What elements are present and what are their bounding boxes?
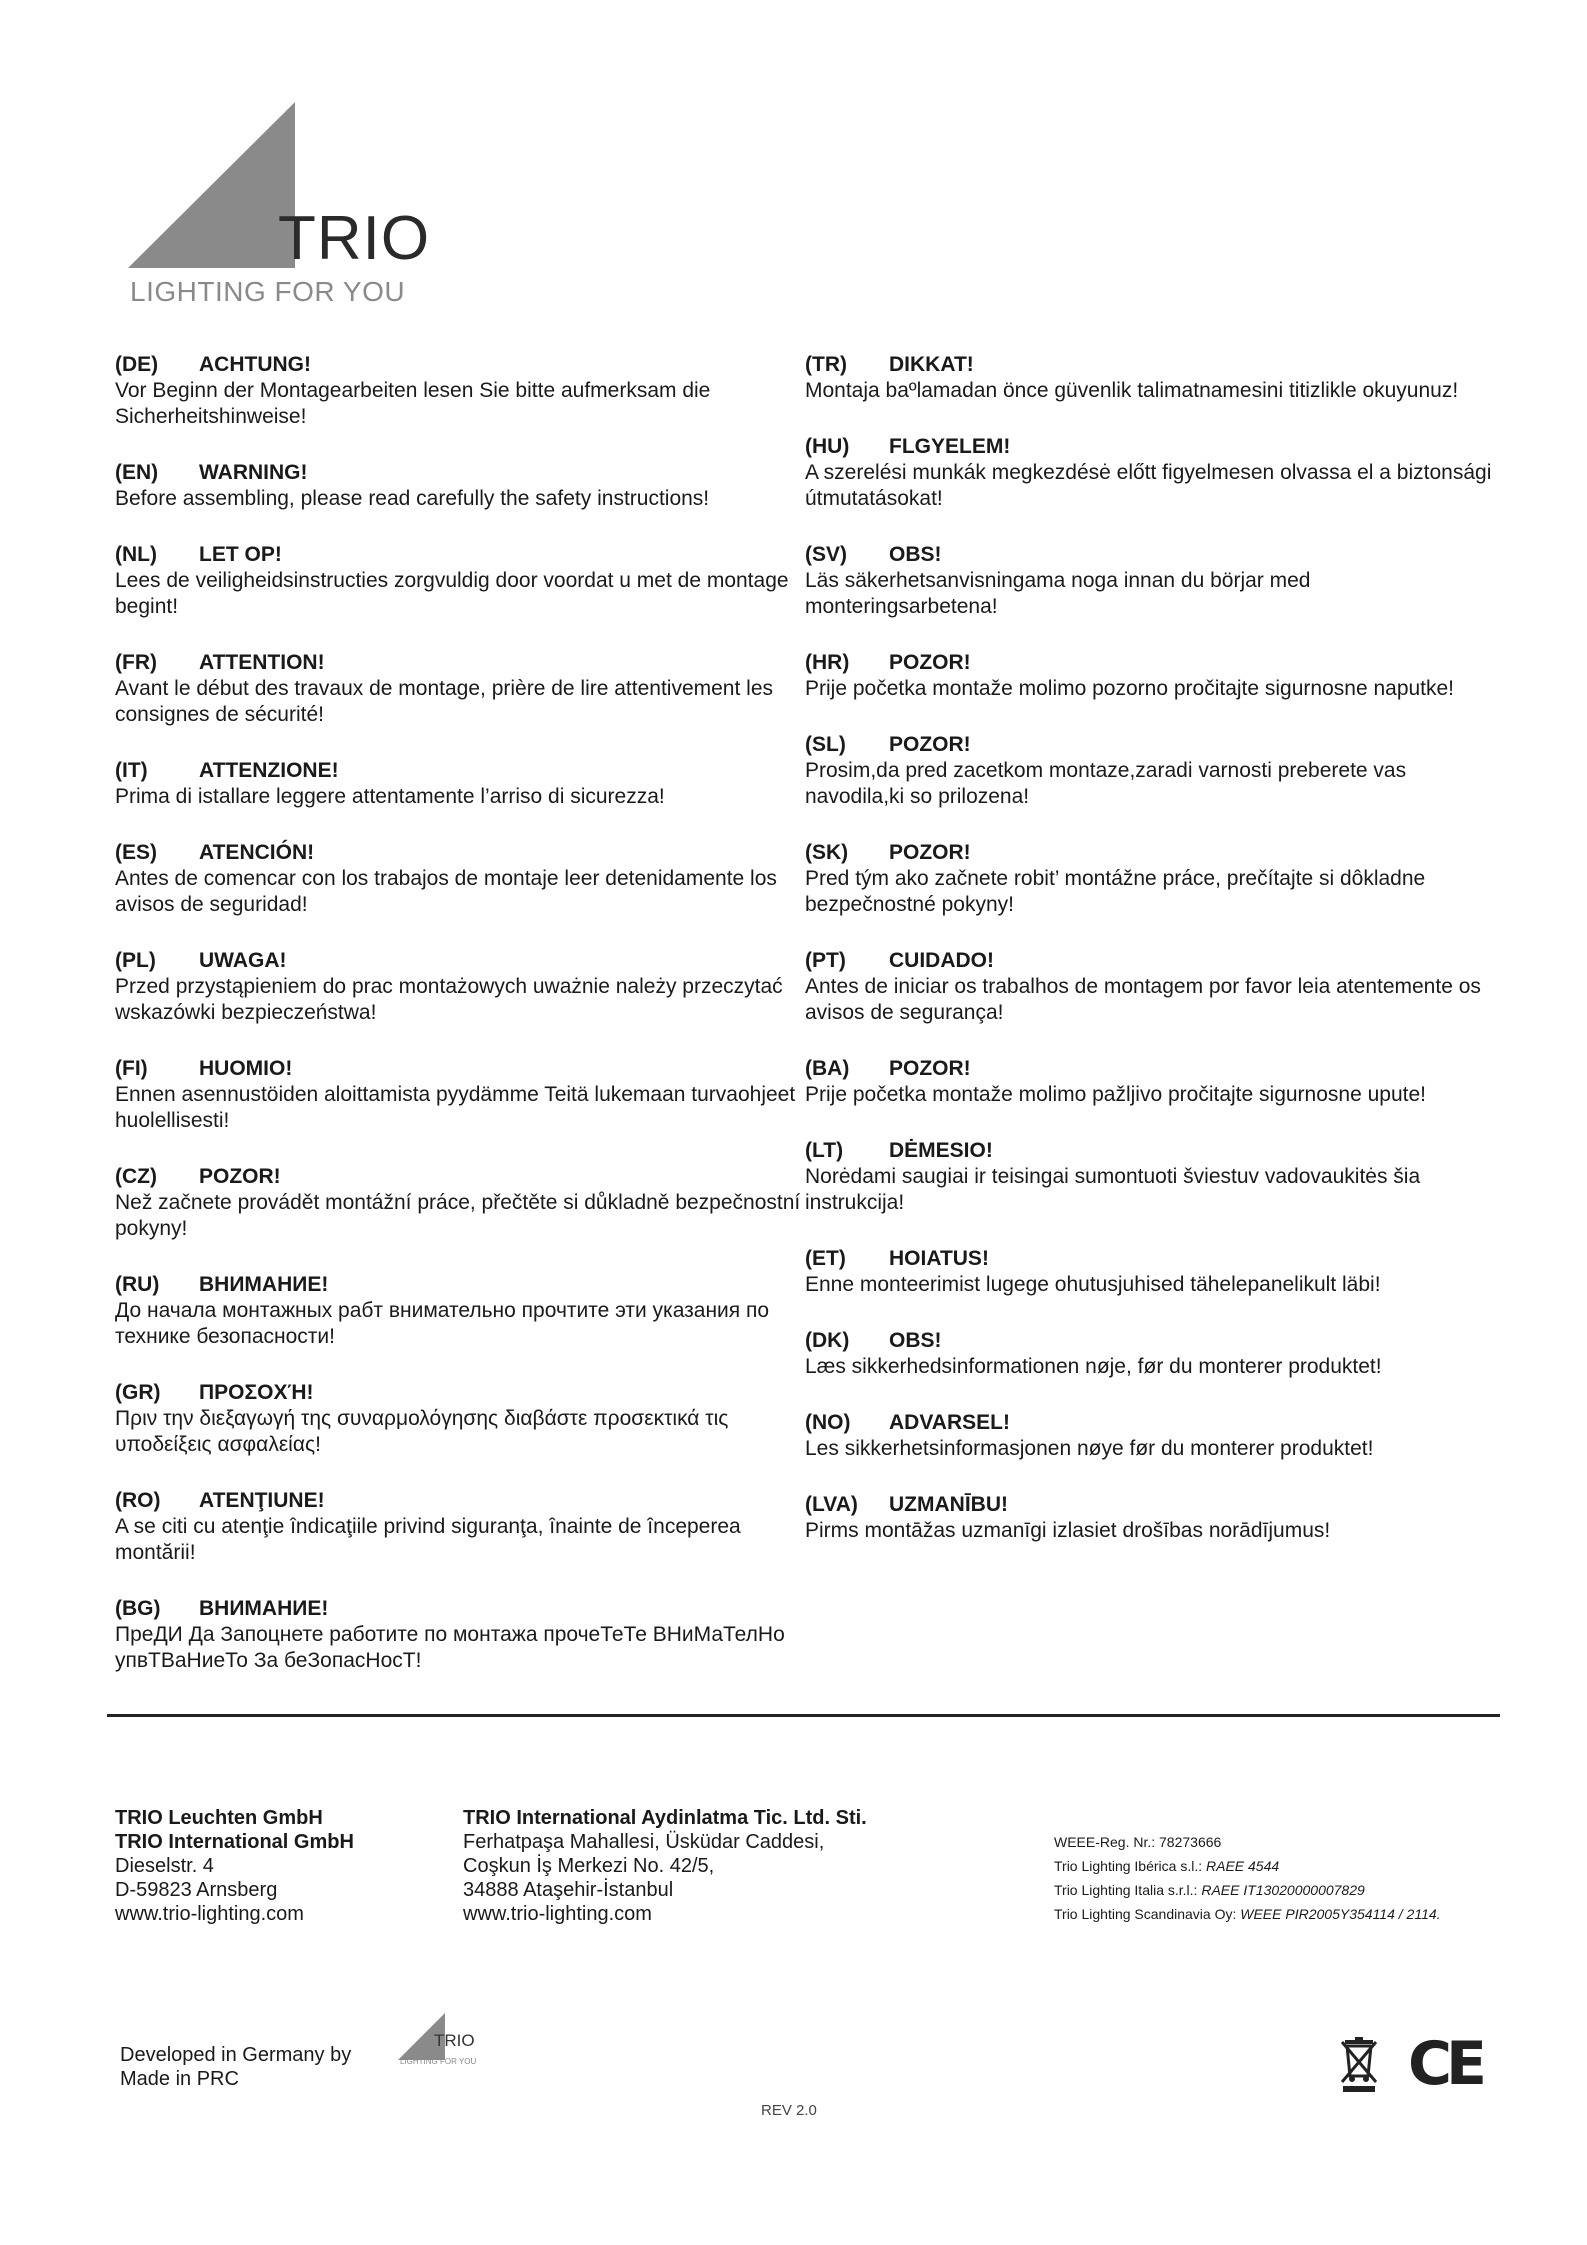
warning-title: ATTENZIONE! bbox=[199, 759, 339, 782]
warning-item bbox=[805, 434, 1505, 512]
warning-title: FLGYELEM! bbox=[889, 435, 1011, 458]
warning-item bbox=[805, 1056, 1505, 1108]
warning-title: ACHTUNG! bbox=[199, 353, 311, 376]
warning-title: ΠΡΟΣΟΧΉ! bbox=[199, 1381, 314, 1404]
warning-title: ВНИМАНИЕ! bbox=[199, 1273, 329, 1296]
warning-text: Przed przystąpieniem do prac montażowych uważnie należy przeczytać wskazówki bezpieczeństwa! bbox=[115, 975, 783, 1024]
warning-text: Πριν την διεξαγωγή της συναρμολόγησης διαβάστε προσεκτικά τις υποδείξεις ασφαλείας! bbox=[115, 1407, 729, 1456]
warning-item bbox=[805, 1246, 1505, 1298]
warning-title: WARNING! bbox=[199, 461, 308, 484]
ce-mark-icon: CE bbox=[1408, 2029, 1482, 2099]
warning-item bbox=[115, 1380, 815, 1458]
warning-item bbox=[805, 948, 1505, 1026]
lang-code: (IT) bbox=[115, 759, 148, 782]
warning-title: POZOR! bbox=[889, 841, 971, 864]
warning-item bbox=[805, 1492, 1505, 1544]
lang-code: (SL) bbox=[805, 733, 846, 756]
lang-code: (ES) bbox=[115, 841, 157, 864]
lang-code: (ET) bbox=[805, 1247, 846, 1270]
warning-title: LET OP! bbox=[199, 543, 282, 566]
company-name: TRIO Leuchten GmbH bbox=[115, 1807, 323, 1829]
warning-text: Lees de veiligheidsinstructies zorgvuldig door voordat u met de montage begint! bbox=[115, 569, 789, 618]
warnings-right-column bbox=[805, 352, 1505, 1574]
lang-code: (EN) bbox=[115, 461, 159, 484]
warning-item bbox=[805, 352, 1505, 404]
warning-item bbox=[805, 732, 1505, 810]
warning-title: UZMANĪBU! bbox=[889, 1493, 1008, 1516]
warning-text: Antes de comencar con los trabajos de montaje leer detenidamente los avisos de seguridad! bbox=[115, 867, 777, 916]
lang-code: (GR) bbox=[115, 1381, 161, 1404]
address-line: Ferhatpaşa Mahallesi, Üsküdar Caddesi, bbox=[463, 1831, 825, 1853]
warning-item bbox=[115, 542, 815, 620]
warning-title: ATENŢIUNE! bbox=[199, 1489, 325, 1512]
warning-text: Läs säkerhetsanvisningama noga innan du börjar med monteringsarbetena! bbox=[805, 569, 1311, 618]
warning-title: ADVARSEL! bbox=[889, 1411, 1010, 1434]
made-in: Made in PRC bbox=[120, 2068, 239, 2090]
warning-item bbox=[805, 1138, 1505, 1216]
street: Dieselstr. 4 bbox=[115, 1855, 214, 1877]
lang-code: (BA) bbox=[805, 1057, 850, 1080]
lang-code: (DK) bbox=[805, 1329, 850, 1352]
warning-title: ВНИМАНИЕ! bbox=[199, 1597, 329, 1620]
footer-divider bbox=[107, 1714, 1500, 1717]
warning-text: A se citi cu atenţie îndicaţiile privind siguranţa, înainte de începerea montării! bbox=[115, 1515, 741, 1564]
warning-title: DIKKAT! bbox=[889, 353, 974, 376]
lang-code: (FI) bbox=[115, 1057, 148, 1080]
warning-title: UWAGA! bbox=[199, 949, 287, 972]
lang-code: (SK) bbox=[805, 841, 849, 864]
warning-text: Norėdami saugiai ir teisingai sumontuoti šviestuv vadovaukitės šia instrukcija! bbox=[805, 1165, 1421, 1214]
warning-item bbox=[805, 542, 1505, 620]
lang-code: (BG) bbox=[115, 1597, 161, 1620]
warning-title: OBS! bbox=[889, 1329, 942, 1352]
developed-in: Developed in Germany by bbox=[120, 2044, 352, 2066]
website-link[interactable]: www.trio-lighting.com bbox=[463, 1903, 652, 1925]
lang-code: (PL) bbox=[115, 949, 156, 972]
weee-registration bbox=[1054, 1830, 1441, 1926]
address-germany bbox=[115, 1806, 354, 1926]
warning-text: Montaja baºlamadan önce güvenlik talimatnamesini titizlikle okuyunuz! bbox=[805, 379, 1459, 402]
weee-entry: Trio Lighting Ibérica s.l.: RAEE 4544 bbox=[1054, 1858, 1280, 1874]
lang-code: (HR) bbox=[805, 651, 850, 674]
warning-item bbox=[115, 1596, 815, 1674]
warning-item bbox=[115, 352, 815, 430]
warning-text: Antes de iniciar os trabalhos de montagem por favor leia atentemente os avisos de segurança! bbox=[805, 975, 1481, 1024]
revision-label: REV 2.0 bbox=[761, 2102, 817, 2119]
address-line: 34888 Ataşehir-İstanbul bbox=[463, 1879, 674, 1901]
lang-code: (HU) bbox=[805, 435, 850, 458]
warning-title: HUOMIO! bbox=[199, 1057, 293, 1080]
warning-title: DĖMESIO! bbox=[889, 1139, 993, 1162]
warnings-left-column bbox=[115, 352, 815, 1704]
lang-code: (CZ) bbox=[115, 1165, 157, 1188]
warning-text: Enne monteerimist lugege ohutusjuhised tähelepanelikult läbi! bbox=[805, 1273, 1381, 1296]
logo-tagline: LIGHTING FOR YOU bbox=[130, 276, 406, 307]
lang-code: (SV) bbox=[805, 543, 847, 566]
lang-code: (NL) bbox=[115, 543, 157, 566]
lang-code: (LVA) bbox=[805, 1493, 858, 1516]
warning-text: ПреДИ Да Запоцнете работите по монтажа прочеТеТе ВНиМаТелНо упвТВаНиеТо За беЗопасНосТ! bbox=[115, 1623, 785, 1672]
warning-text: Before assembling, please read carefully the safety instructions! bbox=[115, 487, 710, 510]
address-turkey bbox=[463, 1806, 867, 1926]
warning-text: Prima di istallare leggere attentamente l’arriso di sicurezza! bbox=[115, 785, 665, 808]
warning-text: Prije početka montaže molimo pažljivo pročitajte sigurnosne upute! bbox=[805, 1083, 1426, 1106]
lang-code: (DE) bbox=[115, 353, 159, 376]
warning-item bbox=[805, 1410, 1505, 1462]
lang-code: (RO) bbox=[115, 1489, 161, 1512]
origin-info bbox=[120, 2043, 351, 2091]
warning-text: Pirms montāžas uzmanīgi izlasiet drošības norādījumus! bbox=[805, 1519, 1331, 1542]
warning-title: ATENCIÓN! bbox=[199, 841, 315, 864]
mini-logo-tagline: LIGHTING FOR YOU bbox=[400, 2057, 477, 2066]
address-line: Coşkun İş Merkezi No. 42/5, bbox=[463, 1855, 715, 1877]
lang-code: (LT) bbox=[805, 1139, 844, 1162]
warning-title: POZOR! bbox=[889, 733, 971, 756]
weee-entry: Trio Lighting Italia s.r.l.: RAEE IT13020000007829 bbox=[1054, 1882, 1365, 1898]
warning-item bbox=[115, 840, 815, 918]
warning-text: Vor Beginn der Montagearbeiten lesen Sie bitte aufmerksam die Sicherheitshinweise! bbox=[115, 379, 711, 428]
warning-text: Pred tým ako začnete robit’ montážne práce, prečítajte si dôkladne bezpečnostné pokyny! bbox=[805, 867, 1426, 916]
warning-title: POZOR! bbox=[199, 1165, 281, 1188]
warning-text: A szerelési munkák megkezdésė előtt figyelmesen olvassa el a biztonsági útmutatásokat! bbox=[805, 461, 1492, 510]
warning-item bbox=[115, 758, 815, 810]
website-link[interactable]: www.trio-lighting.com bbox=[115, 1903, 304, 1925]
warning-item bbox=[115, 460, 815, 512]
weee-bin-icon bbox=[1339, 2036, 1379, 2097]
warning-title: OBS! bbox=[889, 543, 942, 566]
mini-logo-brand: TRIO bbox=[434, 2031, 475, 2050]
city: D-59823 Arnsberg bbox=[115, 1879, 278, 1901]
warning-title: POZOR! bbox=[889, 1057, 971, 1080]
warning-item bbox=[115, 948, 815, 1026]
warning-title: POZOR! bbox=[889, 651, 971, 674]
warning-text: Avant le début des travaux de montage, prière de lire attentivement les consignes de sécurité! bbox=[115, 677, 774, 726]
company-name: TRIO International Aydinlatma Tic. Ltd. Sti. bbox=[463, 1807, 867, 1829]
lang-code: (PT) bbox=[805, 949, 846, 972]
warning-item bbox=[805, 840, 1505, 918]
warning-item bbox=[805, 1328, 1505, 1380]
company-name: TRIO International GmbH bbox=[115, 1831, 354, 1853]
warning-item bbox=[115, 650, 815, 728]
weee-reg-number: WEEE-Reg. Nr.: 78273666 bbox=[1054, 1834, 1222, 1850]
lang-code: (NO) bbox=[805, 1411, 851, 1434]
weee-entry: Trio Lighting Scandinavia Oy: WEEE PIR2005Y354114 / 2114. bbox=[1054, 1906, 1441, 1922]
warning-item bbox=[805, 650, 1505, 702]
warning-title: CUIDADO! bbox=[889, 949, 994, 972]
warning-item bbox=[115, 1272, 815, 1350]
warning-text: Les sikkerhetsinformasjonen nøye før du monterer produktet! bbox=[805, 1437, 1374, 1460]
warning-title: HOIATUS! bbox=[889, 1247, 989, 1270]
trio-mini-logo bbox=[392, 2012, 482, 2072]
warning-item bbox=[115, 1164, 815, 1242]
lang-code: (RU) bbox=[115, 1273, 160, 1296]
trio-logo bbox=[128, 100, 431, 310]
warning-text: Než začnete provádět montážní práce, přečtěte si důkladně bezpečnostní pokyny! bbox=[115, 1191, 801, 1240]
lang-code: (TR) bbox=[805, 353, 847, 376]
warning-text: Ennen asennustöiden aloittamista pyydämme Teitä lukemaan turvaohjeet huolellisesti! bbox=[115, 1083, 796, 1132]
warning-item bbox=[115, 1056, 815, 1134]
warning-text: Læs sikkerhedsinformationen nøje, før du monterer produktet! bbox=[805, 1355, 1382, 1378]
warning-item bbox=[115, 1488, 815, 1566]
logo-brand: TRIO bbox=[278, 204, 431, 273]
warning-text: Prosim,da pred zacetkom montaze,zaradi varnosti preberete vas navodila,ki so prilozena! bbox=[805, 759, 1407, 808]
lang-code: (FR) bbox=[115, 651, 157, 674]
warning-text: До начала монтажных рабт внимательно прочтите эти указания по технике безопасности! bbox=[115, 1299, 770, 1348]
warning-text: Prije početka montaže molimo pozorno pročitajte sigurnosne naputke! bbox=[805, 677, 1455, 700]
warning-title: ATTENTION! bbox=[199, 651, 325, 674]
